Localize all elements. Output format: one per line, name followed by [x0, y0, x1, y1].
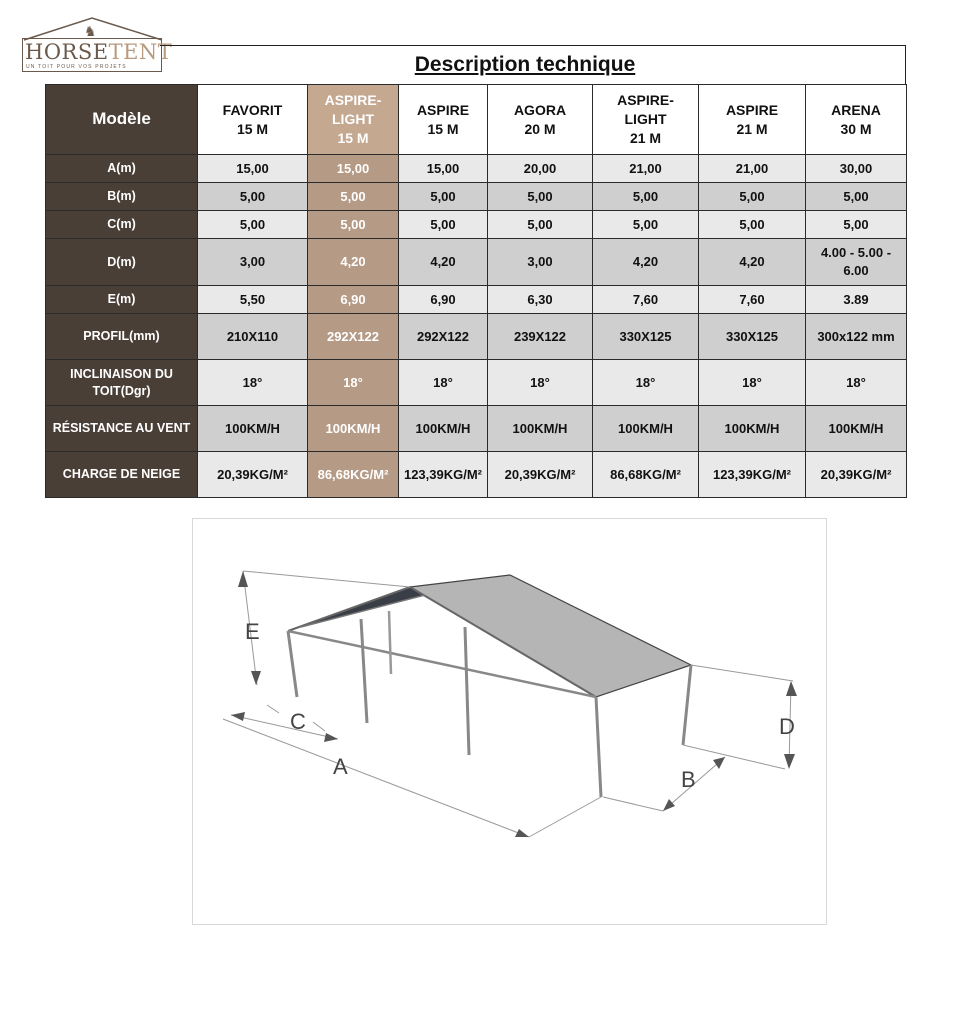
dim-d-guide-bottom [683, 745, 785, 769]
table-cell: 15,00 [308, 155, 399, 183]
table-cell: 7,60 [593, 286, 699, 314]
dim-c-tick-r [313, 722, 325, 731]
row-label: B(m) [46, 183, 198, 211]
label-d: D [779, 714, 795, 739]
table-cell: 3,00 [198, 239, 308, 286]
table-cell: 100KM/H [308, 406, 399, 452]
dim-c-tick-l [267, 705, 279, 713]
table-row [46, 211, 907, 239]
model-column-header [308, 85, 399, 155]
label-b: B [681, 767, 696, 792]
dim-a-guide [529, 797, 601, 837]
model-name-line: 15 M [337, 129, 369, 146]
logo-tagline: UN TOIT POUR VOS PROJETS [26, 64, 127, 70]
table-cell: 5,00 [308, 183, 399, 211]
arrow-c-left [231, 712, 245, 721]
table-cell: 7,60 [699, 286, 806, 314]
table-row [46, 314, 907, 360]
post-front-left [288, 631, 297, 697]
table-cell: 4,20 [399, 239, 488, 286]
model-name-line: 21 M [629, 129, 662, 146]
table-cell: 210X110 [198, 314, 308, 360]
arrow-b-left [663, 799, 675, 811]
table-row [46, 360, 907, 406]
arrow-e-top [238, 571, 248, 587]
model-name-line: ASPIRE [416, 101, 470, 118]
model-name-line: ASPIRE [725, 101, 779, 118]
arrow-b-right [713, 757, 725, 769]
table-cell: 4,20 [308, 239, 399, 286]
table-cell: 5,00 [593, 183, 699, 211]
table-cell: 100KM/H [198, 406, 308, 452]
page-title: Description technique [414, 53, 636, 76]
table-cell: 292X122 [399, 314, 488, 360]
label-c: C [290, 709, 306, 734]
table-cell: 5,00 [399, 211, 488, 239]
table-cell: 5,00 [806, 211, 907, 239]
gable-shade [301, 587, 425, 627]
row-label: INCLINAISON DU TOIT(Dgr) [46, 360, 198, 406]
table-row [46, 286, 907, 314]
table-cell: 5,00 [488, 211, 593, 239]
arrow-c-right [324, 733, 338, 742]
dim-d-guide-top [691, 665, 793, 681]
table-cell: 239X122 [488, 314, 593, 360]
model-name-line: 15 M [236, 120, 269, 137]
table-cell: 18° [699, 360, 806, 406]
table-cell: 5,00 [699, 183, 806, 211]
table-cell: 123,39KG/M² [699, 452, 806, 498]
table-cell: 330X125 [593, 314, 699, 360]
dim-e-guide-top [243, 571, 410, 587]
model-column-header [699, 85, 806, 155]
logo-wordmark: HORSETENT [25, 40, 173, 64]
table-cell: 18° [488, 360, 593, 406]
model-name-line: FAVORIT [222, 101, 283, 118]
table-cell: 5,00 [699, 211, 806, 239]
table-cell: 18° [593, 360, 699, 406]
model-name-line: 20 M [524, 120, 556, 137]
table-cell: 5,00 [198, 183, 308, 211]
table-cell: 20,00 [488, 155, 593, 183]
arrow-d-bottom [784, 754, 795, 769]
table-cell: 5,00 [488, 183, 593, 211]
table-cell: 86,68KG/M² [308, 452, 399, 498]
model-name-line: 30 M [840, 120, 872, 137]
table-cell: 100KM/H [593, 406, 699, 452]
table-cell: 100KM/H [399, 406, 488, 452]
tie-beam [301, 595, 425, 627]
post-center [465, 627, 469, 755]
arrow-d-top [786, 681, 797, 696]
model-name-line: ARENA [831, 101, 881, 118]
post-front-right [596, 697, 601, 797]
roof-panel [410, 575, 691, 697]
model-name-line: ASPIRE- [324, 92, 382, 109]
table-cell: 15,00 [198, 155, 308, 183]
row-label: E(m) [46, 286, 198, 314]
table-cell: 330X125 [699, 314, 806, 360]
table-row [46, 406, 907, 452]
model-column-header [593, 85, 699, 155]
svg-text:♞: ♞ [84, 24, 97, 40]
table-cell: 21,00 [699, 155, 806, 183]
table-cell: 30,00 [806, 155, 907, 183]
table-cell: 6,90 [399, 286, 488, 314]
model-column-header [399, 85, 488, 155]
table-cell: 5,00 [198, 211, 308, 239]
table-cell: 18° [308, 360, 399, 406]
model-header-label: Modèle [46, 85, 198, 155]
model-header-row [46, 85, 907, 155]
table-cell: 21,00 [593, 155, 699, 183]
table-cell: 20,39KG/M² [198, 452, 308, 498]
table-cell: 18° [806, 360, 907, 406]
tent-dimension-diagram [192, 518, 827, 925]
model-name-line: 15 M [427, 120, 459, 137]
table-cell: 4.00 - 5.00 - 6.00 [806, 239, 907, 286]
label-a: A [333, 754, 348, 779]
model-name-line: LIGHT [332, 111, 374, 128]
model-column-header [488, 85, 593, 155]
table-cell: 5,00 [399, 183, 488, 211]
table-cell: 292X122 [308, 314, 399, 360]
table-row [46, 183, 907, 211]
table-cell: 3.89 [806, 286, 907, 314]
model-name-line: LIGHT [624, 111, 667, 128]
table-row [46, 239, 907, 286]
table-cell: 18° [399, 360, 488, 406]
table-cell: 100KM/H [699, 406, 806, 452]
table-cell: 100KM/H [488, 406, 593, 452]
table-cell: 6,30 [488, 286, 593, 314]
spec-table [45, 84, 907, 498]
dim-a-line [223, 719, 529, 837]
table-cell: 20,39KG/M² [488, 452, 593, 498]
row-label: C(m) [46, 211, 198, 239]
table-cell: 5,00 [593, 211, 699, 239]
post-back-left [389, 611, 391, 674]
tent-drawing [193, 519, 828, 926]
dim-b-guide [603, 797, 663, 811]
table-cell: 15,00 [399, 155, 488, 183]
table-cell: 4,20 [699, 239, 806, 286]
row-label: RÉSISTANCE AU VENT [46, 406, 198, 452]
model-name-line: AGORA [513, 101, 567, 118]
table-cell: 100KM/H [806, 406, 907, 452]
model-name-line: 21 M [736, 120, 768, 137]
label-e: E [245, 619, 260, 644]
arrow-e-bottom [251, 671, 261, 685]
table-cell: 18° [198, 360, 308, 406]
table-cell: 300x122 mm [806, 314, 907, 360]
table-cell: 6,90 [308, 286, 399, 314]
table-cell: 3,00 [488, 239, 593, 286]
model-name-line: ASPIRE- [617, 92, 674, 109]
model-column-header [198, 85, 308, 155]
table-cell: 5,00 [806, 183, 907, 211]
table-row [46, 452, 907, 498]
table-cell: 123,39KG/M² [399, 452, 488, 498]
table-cell: 20,39KG/M² [806, 452, 907, 498]
dim-c-line [231, 715, 338, 739]
table-cell: 4,20 [593, 239, 699, 286]
table-row [46, 155, 907, 183]
row-label: A(m) [46, 155, 198, 183]
post-back-right [683, 665, 691, 745]
row-label: CHARGE DE NEIGE [46, 452, 198, 498]
arrow-a-end [515, 829, 529, 837]
model-column-header [806, 85, 907, 155]
row-label: PROFIL(mm) [46, 314, 198, 360]
table-cell: 86,68KG/M² [593, 452, 699, 498]
table-cell: 5,50 [198, 286, 308, 314]
table-cell: 5,00 [308, 211, 399, 239]
row-label: D(m) [46, 239, 198, 286]
post-mid-left [361, 619, 367, 723]
